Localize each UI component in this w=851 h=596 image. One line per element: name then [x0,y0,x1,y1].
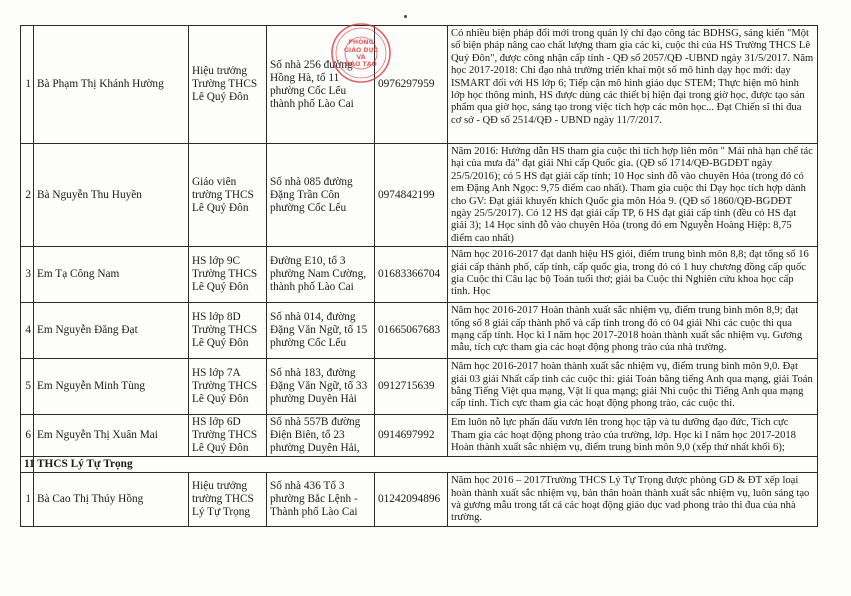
honoree-table [20,25,818,527]
person-position: HS lớp 8D Trường THCS Lê Quý Đôn [189,303,267,359]
person-address: Đường E10, tổ 3 phường Nam Cường, thành phố Lào Cai [267,247,375,303]
section-number: 11 [21,457,34,473]
table-row [21,303,818,359]
table-body [21,26,818,527]
person-position: HS lớp 7A Trường THCS Lê Quý Đôn [189,359,267,415]
table-row [21,359,818,415]
row-number: 5 [21,359,34,415]
person-address: Số nhà 085 đường Đặng Trần Côn phường Cốc Lếu [267,144,375,247]
section-row [21,457,818,473]
svg-text:PHÒNG: PHÒNG [348,39,374,46]
person-address: Số nhà 014, đường Đặng Văn Ngữ, tổ 15 phường Cốc Lếu [267,303,375,359]
person-name: Bà Cao Thị Thúy Hồng [34,473,189,527]
table-row [21,473,818,527]
section-title: THCS Lý Tự Trọng [34,457,818,473]
row-number: 3 [21,247,34,303]
person-achievement: Năm học 2016 – 2017Trường THCS Lý Tự Trọng được phòng GD & ĐT xếp loại hoàn thành xuất sắc nhiệm vụ, bản thân hoàn thành xuất sắc nhiệm vụ, luôn sáng tạo và gương mẫu trong tất cả các hoạt động giáo dục vad phong trào thi đua của nhà trường. [448,473,818,527]
person-name: Bà Phạm Thị Khánh Hường [34,26,189,144]
person-phone: 0914697992 [375,415,448,457]
person-position: Giáo viên trường THCS Lê Quý Đôn [189,144,267,247]
person-name: Em Nguyễn Minh Tùng [34,359,189,415]
person-phone: 01242094896 [375,473,448,527]
person-phone: 0912715639 [375,359,448,415]
svg-text:ĐÀO TẠO: ĐÀO TẠO [345,61,377,68]
row-number: 1 [21,473,34,527]
svg-text:GIÁO DỤC: GIÁO DỤC [343,47,379,54]
table-row [21,415,818,457]
person-achievement: Em luôn nỗ lực phấn đấu vươn lên trong học tập và tu dưỡng đạo đức, Tích cực Tham gia các hoạt động phong trào của trường, lớp. Học kì I năm học 2017-2018 Hoàn thành xuất sắc nhiệm vụ, điểm trung bình môn 9,0 (xếp thứ nhất khối 6); [448,415,818,457]
table-row [21,26,818,144]
person-position: Hiệu trưởng trường THCS Lý Tự Trọng [189,473,267,527]
person-phone: 0974842199 [375,144,448,247]
table-row [21,247,818,303]
person-position: HS lớp 9C Trường THCS Lê Quý Đôn [189,247,267,303]
person-address: Số nhà 436 Tổ 3 phường Bắc Lệnh - Thành phố Lào Cai [267,473,375,527]
person-achievement: Năm học 2016-2017 đạt danh hiệu HS giỏi, điểm trung bình môn 8,8; đạt tổng số 16 giải cấp thành phố, cấp tỉnh, cấp quốc gia, trong đó có 1 huy chương đồng cấp quốc gia Cuộc thi Câu lạc bộ Toán tuổi thơ; giải ba Cuộc thi Nghiên cứu khoa học cấp tỉnh. Học [448,247,818,303]
row-number: 1 [21,26,34,144]
table-row [21,144,818,247]
person-achievement: Có nhiều biện pháp đổi mới trong quản lý chỉ đạo công tác BDHSG, sáng kiến "Một số biện pháp nâng cao chất lượng tham gia các kì, cuộc thi của HS Trường THCS Lê Quý Đôn", được công nhận cấp tỉnh - QĐ số 2057/QĐ -UBND ngày 31/5/2017. Năm học 2017-2018: Chỉ đạo nhà trường triển khai một số mô hình dạy học mới: dạy ISMART đối với HS lớp 6; Tiếp cận mô hình giáo dục STEM; Thực hiện mô hình lớp học thông minh, HS được dùng các thiết bị hiện đại trong giờ học, được tạo sản phẩm qua giờ học, sáng tạo trong việc tích hợp các môn học... Đạt Chiến sĩ thi đua cơ sở - QĐ số 2514/QĐ - UBND ngày 11/7/2017. [448,26,818,144]
person-achievement: Năm học 2016-2017 Hoàn thành xuất sắc nhiệm vụ, điểm trung bình môn 8,9; đạt tổng số 8 giải cấp thành phố và cấp tỉnh trong đó có 04 giải Nhì các cuộc thi qua mạng cấp tỉnh. Học kì I năm học 2017-2018 hoàn thành xuất sắc nhiệm vụ. Gương mẫu, tích cực tham gia các hoạt động phong trào của nhà trường. [448,303,818,359]
person-phone: 0976297959 [375,26,448,144]
person-achievement: Năm học 2016-2017 hoàn thành xuất sắc nhiệm vụ, điểm trung bình môn 9,0. Đạt giải 03 giải Nhất cấp tỉnh các cuộc thi: giải Toán bằng tiếng Anh qua mạng, giải Toán bằng Tiếng Việt qua mạng, Vật lí qua mạng; giải Nhì cuộc thi Tiếng Anh qua mạng cấp tỉnh. Tích cực tham gia các hoạt động phong trào, các cuộc thi. [448,359,818,415]
person-position: Hiệu trưởng Trường THCS Lê Quý Đôn [189,26,267,144]
row-number: 6 [21,415,34,457]
person-address: Số nhà 183, đường Đặng Văn Ngữ, tổ 33 phường Duyên Hải [267,359,375,415]
person-address: Số nhà 256 đường Hồng Hà, tổ 11 phường Cốc Lếu thành phố Lào Cai [267,26,375,144]
person-position: HS lớp 6D Trường THCS Lê Quý Đôn [189,415,267,457]
person-name: Bà Nguyễn Thu Huyền [34,144,189,247]
svg-text:VÀ: VÀ [356,54,366,61]
row-number: 4 [21,303,34,359]
person-name: Em Nguyễn Thị Xuân Mai [34,415,189,457]
row-number: 2 [21,144,34,247]
person-address: Số nhà 557B đường Điện Biên, tổ 23 phường Duyên Hải, [267,415,375,457]
person-phone: 01665067683 [375,303,448,359]
person-phone: 01683366704 [375,247,448,303]
person-achievement: Năm 2016: Hướng dẫn HS tham gia cuộc thi tích hợp liên môn " Mái nhà hạn chế tác hại của mưa đá" đạt giải Nhì cấp Quốc gia. (QĐ số 1714/QĐ-BGDĐT ngày 25/5/2016); có 5 HS đạt giải cấp tỉnh; 10 Học sinh đỗ vào chuyên Hóa (trong đó có em Đặng Anh Ngọc: 9,75 điểm cao nhất). Tham gia cuộc thi Dạy học tích hợp dành cho GV: Đạt giải khuyến khích Quốc gia môn Hóa 9. (QĐ số 1860/QĐ-BGDĐT ngày 25/5/2017). Có 12 HS đạt giải cấp TP, 6 HS đạt giải cấp tỉnh (đều có HS đạt giải 3); 14 Học sinh đỗ vào chuyên Hóa (trong đó em Nguyễn Hoàng Hiệp: 8,75 điểm cao nhất) [448,144,818,247]
person-name: Em Tạ Công Nam [34,247,189,303]
person-name: Em Nguyễn Đăng Đạt [34,303,189,359]
page-mark [404,15,407,18]
